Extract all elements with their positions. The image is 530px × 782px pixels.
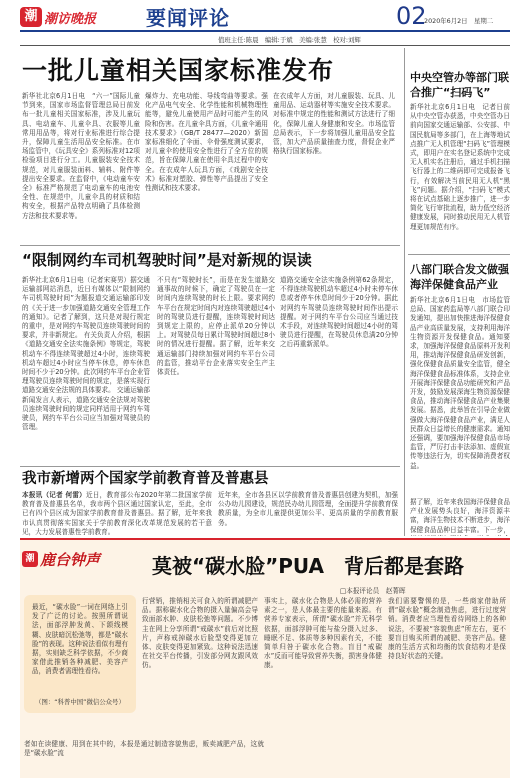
column-body-1: 行营销，推销相关可食入的所谓减肥产品。据称碳水化合物的摄入量偏高会导致面部水肿、皮肤松弛等问题。不少博主在网上分享所谓“戒碳水”前后对比照片，声称戒掉碳水后脸型变得更加立体、皮肤变得更加紧致。这种说法迅速在社交平台传播，引发部分网友跟风效仿。 — [142, 597, 258, 670]
lead-column-3: 在衣成年人方面，对儿童服装、玩具、儿童用品、运动器材等实施安全技术要求。对标准中规定的性能和测试方法进行了细化，保障儿童人身健康和安全。市场监管总局表示，下一步将加强儿童用品安全监管，加大产品质量抽查力度，督促企业严格执行国家标准。 — [273, 92, 395, 156]
edu-body-1: 近日，教育部公布2020年第二批国家学前教育普及普惠县名单，我市两个县区通过国家认定，至此，全市已有四个县区成为国家学前教育普及普惠县。据了解，近年来我市认真贯彻落实国家关于学前教育深化改革规范发展的若干意见，大力发展普惠性学前教育。 — [22, 491, 212, 536]
column-body-3: 我们需要警惕的是，一些商家借助所谓“碳水脸”概念制造焦虑，进行过度营销。消费者应当理性看待网络上的各种说法，不要被“容貌焦虑”所左右，更不要盲目购买所谓的减肥、美容产品。健康的生活方式和均衡的饮食结构才是保持良好状态的关键。 — [388, 597, 506, 661]
divider — [20, 245, 400, 246]
column-body-2: 事实上，碳水化合物是人体必需的营养素之一，是人体最主要的能量来源。有营养专家表示，所谓“碳水脸”并无科学依据，面部浮肿可能与盐分摄入过多、睡眠不足、体质等多种因素有关，不能简单归咎于碳水化合物。盲目“戒碳水”反而可能导致营养失衡，损害身体健康。 — [264, 597, 382, 670]
paper-logo-icon: 潮 — [20, 7, 42, 27]
lead-column-2: 爆炸力、充电功能、导线弯曲等要求。强化产品电气安全、化学性能和机械物理性能等，避免儿童使用产品时可能产生的风险和伤害。在儿童伞具方面，《儿童伞通用技术要求》（GB/T 28477—2020）新国家标准细化了伞面、伞骨强度测试要求，对儿童伞的使用安全性进行了全方位的规范，旨在保障儿童在使用伞具过程中的安全。在衣成年人玩具方面，《戏剧安全技术》标准对塑胶、弹性等产品提出了安全性测试和技术要求。 — [145, 92, 268, 193]
column-sidebox — [24, 595, 136, 713]
divider — [20, 466, 400, 467]
story3-body: 据了解，近年来我国海洋保健食品产业发展势头良好，海洋资源丰富，海洋生物技术不断进步，海洋保健食品品种日益丰富。下一步， — [410, 498, 510, 534]
band-logo-icon: 潮 — [22, 551, 38, 567]
masthead-rule-thin — [20, 45, 510, 46]
lead-column-1: 新华社北京6月1日电 “六一”国际儿童节到来，国家市场监督管理总局日前发布一批儿童相关国家标准，涉及儿童玩具、电动童车、儿童伞具、衣服等儿童常用用品等，将对行业标准进行综合提升，保障儿童生活用品安全标准。在市场监管中，《玩具安全》系列标准对12项检验项目进行分工。儿童服装安全技术规范，对儿童服装面料、辅料、附件等提出安全要求。在监督中，《电动童车安全》标准严格规范了电动童车的电池安全性、在规范中，儿童伞具的材质和结构安全，根据产品特点明确了具体检测方法和技术要求等。 — [22, 92, 140, 220]
column-byline: □本报评论员 赵菁晖 — [340, 587, 406, 595]
edu-byline: 本报讯（记者 何雷） — [22, 491, 86, 499]
column-footer-text: 者如在读健康、用到在其中的，本报是通过制造容貌焦虑，贩卖减肥产品，这就是“碳水脸”流 — [24, 740, 264, 758]
staff-credits: 值班主任:陈晨 编辑:于斌 美编:张慧 校对:刘辉 — [218, 36, 361, 44]
crosshead-column-1: 新华社北京6月1日电（记者宋赛男）据交通运输部网站消息，近日有媒体以“限制网约车司机驾驶时间”为题报道交通运输部印发的《关于进一步加强道路交通安全管理工作的通知》。记者了解到，这只是对现行规定的重申，是对网约车驾驶员连续驾驶时间的要求，并非新规定。 有关负责人介绍，根据《道路交通安全法实施条例》等规定，驾驶机动车不得连续驾驶超过4小时，连续驾驶机动车超过4小时应当停车休息，停车休息时间不少于20分钟。此次网约车平台企业管理驾驶员连续驾驶时间的规定，是落实现行道路交通安全法规的具体要求。 交通运输部新闻发言人表示，道路交通安全法规对驾驶员连续驾驶时间的规定同样适用于网约车驾驶员，网约车平台公司应当加强对驾驶员的管理。 — [22, 276, 150, 432]
paper-logo — [20, 5, 150, 29]
column-headline: 莫被“碳水脸”PUA 背后都是套路 — [151, 554, 465, 578]
band-logo — [22, 545, 102, 585]
edu-column-2: 近年来，全市各县区以学前教育普及普惠县创建为契机，加强公办幼儿园建设，规范民办幼儿园管理，全面提升学前教育保教质量，为全市儿童提供更加公平、更高质量的学前教育服务。 — [218, 491, 398, 527]
edu-column-1 — [22, 491, 212, 536]
divider — [408, 254, 510, 255]
story1-body: 新华社北京6月1日电 记者日前从中央空管办获悉，中央空管办日前向国家交通运输部、公安部、中国民航局等多部门，在上海等地试点推广无人机管理“扫码飞”管理模式，即用户在实名登记系统中完成无人机实名注册后，通过手机扫描飞行器上的二维码即可完成报备飞行，有效解决当前民用无人机“黑飞”问题。据介绍，“扫码飞”模式将在试点基础上逐步推广，进一步简化飞行审批流程，助力低空经济健康发展，同时推动民用无人机管理更加规范有序。 — [410, 103, 510, 231]
sidebox-text: 最近，“碳水脸”一词在网络上引发了广泛的讨论。按照所谓说法，面部浮肿发黄、下颌线模糊、皮肤暗沉松弛等，都是“碳水脸”的表现。这种说法看似有理有据，实则缺乏科学依据，不少商家借此推销各种减肥、美容产品，消费者需理性看待。 — [32, 603, 128, 676]
crosshead-column-2: 不只有“驾驶时长”，而是在发生道路交通事故的时候下，确定了驾驶员在一定时间内连续驾驶的时长上限。要求网约车平台在规定时间内对连续驾驶超过4小时的驾驶员进行提醒，连续驾驶时间达到规定上限的，应停止派单20分钟以上。对驾驶员每日累计驾驶时间超过8小时的情况进行提醒。据了解，近年来交通运输部门持续加强对网约车平台公司的监管，推动平台企业落实安全生产主体责任。 — [157, 276, 275, 377]
masthead-rule — [20, 30, 510, 32]
crosshead-headline: “限制网约车司机驾驶时间”是对新规的误读 — [22, 251, 312, 269]
page-number: 02 — [396, 2, 427, 30]
story1-headline: 中央空管办等部门联合推广“扫码飞” — [410, 71, 509, 99]
edu-headline: 我市新增两个国家学前教育普及普惠县 — [22, 471, 269, 487]
sidebox-caption: （图：“科普中国”微信公众号） — [35, 698, 125, 706]
section-title: 要闻评论 — [146, 6, 230, 30]
issue-date: 2020年6月2日 星期二 — [424, 17, 494, 25]
column-divider — [404, 48, 405, 536]
crosshead-column-3: 道路交通安全法实施条例第62条规定，不得连续驾驶机动车超过4小时未停车休息或者停车休息时间少于20分钟。据此对网约车驾驶员连续驾驶时间作出提示提醒。对于网约车平台公司应当通过技术手段，对连续驾驶时间超过4小时的驾驶员进行提醒，在驾驶员休息满20分钟之后再重新派单。 — [280, 276, 398, 349]
story2-headline: 八部门联合发文做强海洋保健食品产业 — [410, 263, 509, 291]
lead-headline: 一批儿童相关国家标准发布 — [22, 56, 335, 85]
story2-body: 新华社北京6月1日电 市场监管总局、国家药监局等八部门联合印发通知，提出加快推进海洋保健食品产业高质量发展，支持利用海洋生物资源开发保健食品。通知要求，加强海洋保健食品原料开发利用，推动海洋保健食品研发创新，强化保健食品质量安全监管，健全海洋保健食品标准体系，支持企业开展海洋保健食品功能研究和产品开发，鼓励发展深海生物资源保健食品，推动海洋保健食品产业集聚发展。据悉，此举旨在引导企业做强做大海洋保健食品产业，满足人民群众日益增长的健康需求。通知还强调，要加强海洋保健食品市场监管，严厉打击非法添加、虚假宣传等违法行为，切实保障消费者权益。 — [410, 296, 510, 470]
paper-name: 潮访晚报 — [44, 12, 97, 27]
band-title: 鹿台钟声 — [40, 551, 101, 569]
